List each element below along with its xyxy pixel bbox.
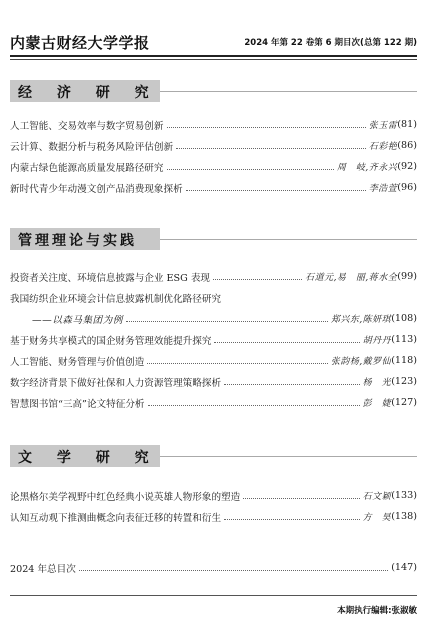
entry-subtitle: ——以森马集团为例 xyxy=(32,314,123,326)
entry-authors: 李浩萱 xyxy=(368,184,398,194)
header-bar xyxy=(10,30,417,52)
entry-title: 我国纺织企业环境会计信息披露机制优化路径研究 xyxy=(10,293,222,305)
section-literature xyxy=(10,445,417,527)
entry-title: 基于财务共享模式的国企财务管理效能提升探究 xyxy=(10,335,212,347)
section-title: 经 济 研 究 xyxy=(18,85,159,101)
entry-authors: 周 岐,齐永兴 xyxy=(336,163,398,173)
leader-dots xyxy=(126,321,328,322)
entry-page: (96) xyxy=(397,182,417,193)
section-heading-rule xyxy=(160,456,417,457)
header-rule-thin xyxy=(10,59,417,60)
entry-title: 2024 年总目次 xyxy=(10,563,76,575)
entry-list xyxy=(10,114,417,198)
entry-title: 智慧图书馆“三高”论文特征分析 xyxy=(10,398,145,410)
entry-authors: 石道元,易 丽,蒋水全 xyxy=(305,273,398,283)
toc-entry[interactable] xyxy=(10,485,417,506)
executive-editor: 本期执行编辑:张淑敏 xyxy=(337,606,417,616)
toc-entry[interactable] xyxy=(10,114,417,135)
leader-dots xyxy=(148,405,360,406)
section-management xyxy=(10,228,417,413)
entry-page: (123) xyxy=(391,376,417,387)
toc-entry[interactable] xyxy=(10,371,417,392)
section-heading xyxy=(10,445,417,467)
toc-entry-annual-index[interactable] xyxy=(10,557,417,578)
entry-page: (108) xyxy=(391,313,417,324)
section-heading xyxy=(10,228,417,250)
entry-list xyxy=(10,266,417,413)
entry-authors: 张玉雷 xyxy=(368,121,398,131)
entry-page: (86) xyxy=(397,140,417,151)
leader-dots xyxy=(167,127,366,128)
leader-dots xyxy=(176,148,366,149)
toc-entry[interactable] xyxy=(10,506,417,527)
toc-entry[interactable] xyxy=(10,266,417,287)
entry-page: (118) xyxy=(391,355,417,366)
entry-title: 数字经济背景下做好社保和人力资源管理策略探析 xyxy=(10,377,222,389)
entry-authors: 石文颖 xyxy=(362,492,392,502)
entry-title: 论黑格尔美学视野中红色经典小说英雄人物形象的塑造 xyxy=(10,491,241,503)
toc-entry[interactable] xyxy=(10,329,417,350)
entry-title: 认知互动观下推测曲概念向表征迁移的转置和衍生 xyxy=(10,512,222,524)
entry-authors: 石彩艳 xyxy=(368,142,398,152)
entry-page: (147) xyxy=(391,562,417,573)
leader-dots xyxy=(147,363,328,364)
toc-entry[interactable] xyxy=(10,135,417,156)
section-heading xyxy=(10,80,417,102)
entry-page: (81) xyxy=(397,119,417,130)
section-title: 文 学 研 究 xyxy=(18,450,159,466)
section-economics xyxy=(10,80,417,198)
annual-index xyxy=(10,557,417,578)
leader-dots xyxy=(214,342,359,343)
toc-entry[interactable] xyxy=(10,177,417,198)
issue-info: 2024 年第 22 卷第 6 期目次(总第 122 期) xyxy=(244,38,417,48)
entry-authors: 胡丹丹 xyxy=(362,336,392,346)
entry-page: (127) xyxy=(391,397,417,408)
section-heading-rule xyxy=(160,239,417,240)
entry-page: (92) xyxy=(397,161,417,172)
leader-dots xyxy=(243,498,359,499)
leader-dots xyxy=(213,279,302,280)
toc-entry[interactable] xyxy=(10,156,417,177)
leader-dots xyxy=(186,190,366,191)
leader-dots xyxy=(224,384,360,385)
journal-title: 内蒙古财经大学学报 xyxy=(10,34,150,52)
footer-rule xyxy=(10,595,417,596)
entry-title: 投资者关注度、环境信息披露与企业 ESG 表现 xyxy=(10,272,211,284)
entry-title: 云计算、数据分析与税务风险评估创新 xyxy=(10,141,174,153)
entry-page: (138) xyxy=(391,511,417,522)
section-title: 管理理论与实践 xyxy=(18,233,137,249)
entry-title: 内蒙古绿色能源高质量发展路径研究 xyxy=(10,162,164,174)
entry-authors: 杨 光 xyxy=(362,378,392,388)
entry-title: 新时代青少年动漫文创产品消费现象探析 xyxy=(10,183,183,195)
leader-dots xyxy=(167,169,334,170)
leader-dots xyxy=(79,570,388,571)
entry-page: (99) xyxy=(397,271,417,282)
entry-authors: 郑兴东,陈妍琪 xyxy=(330,315,392,325)
section-heading-rule xyxy=(160,91,417,92)
entry-authors: 方 昊 xyxy=(362,513,392,523)
entry-title: 人工智能、财务管理与价值创造 xyxy=(10,356,145,368)
entry-authors: 彭 婕 xyxy=(362,399,392,409)
header-rule xyxy=(10,55,417,57)
entry-page: (133) xyxy=(391,490,417,501)
entry-list xyxy=(10,485,417,527)
leader-dots xyxy=(224,519,360,520)
toc-entry[interactable] xyxy=(10,392,417,413)
entry-authors: 张韵杨,戴罗仙 xyxy=(330,357,392,367)
entry-page: (113) xyxy=(391,334,417,345)
toc-entry-subtitle[interactable] xyxy=(10,308,417,329)
entry-title: 人工智能、交易效率与数字贸易创新 xyxy=(10,120,164,132)
toc-entry[interactable] xyxy=(10,287,417,308)
toc-entry[interactable] xyxy=(10,350,417,371)
